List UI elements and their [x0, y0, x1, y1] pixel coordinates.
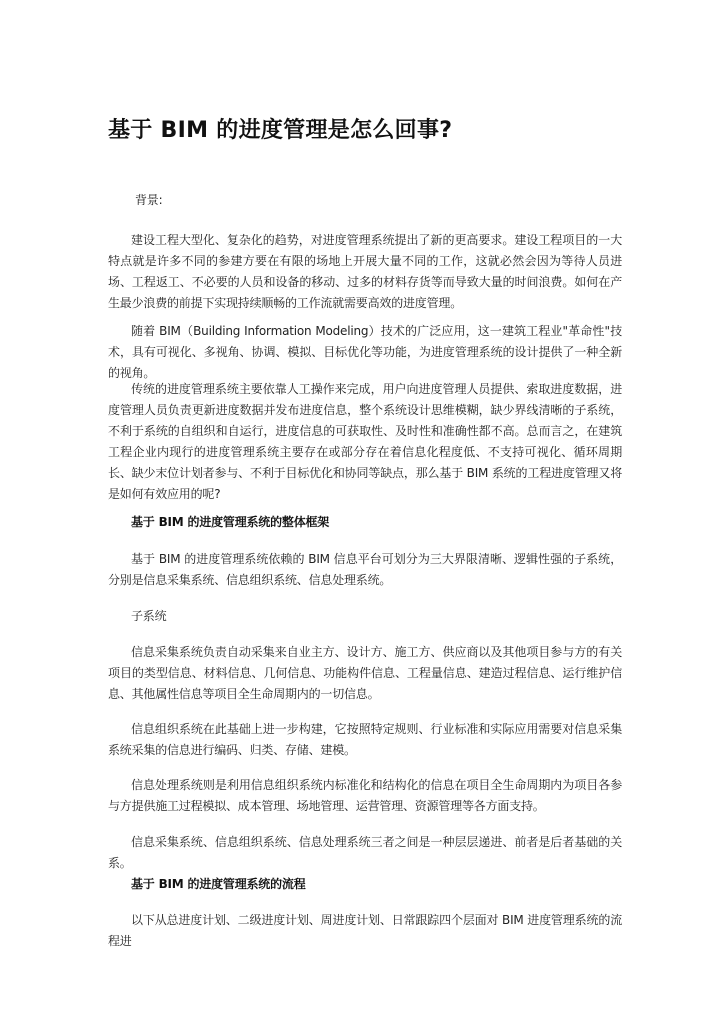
heading-flow: 基于 BIM 的进度管理系统的流程: [131, 877, 306, 891]
paragraph-flow: 以下从总进度计划、二级进度计划、周进度计划、日常跟踪四个层面对 BIM 进度管理系统的流程进: [108, 913, 622, 948]
paragraph-info-collection: 信息采集系统负责自动采集来自业主方、设计方、施工方、供应商以及其他项目参与方的有关项目的类型信息、材料信息、几何信息、功能构件信息、工程量信息、建造过程信息、运行维护信息、其他属性信息等项目全生命周期内的一切信息。: [108, 645, 622, 701]
paragraph-framework: 基于 BIM 的进度管理系统依赖的 BIM 信息平台可划分为三大界限清晰、逻辑性强的子系统，分别是信息采集系统、信息组织系统、信息处理系统。: [108, 552, 622, 587]
heading-framework: 基于 BIM 的进度管理系统的整体框架: [131, 515, 330, 529]
paragraph-info-organization: 信息组织系统在此基础上进一步构建，它按照特定规则、行业标准和实际应用需要对信息采集系统采集的信息进行编码、归类、存储、建模。: [108, 722, 622, 757]
paragraph-traditional: 传统的进度管理系统主要依靠人工操作来完成，用户向进度管理人员提供、索取进度数据，进度管理人员负责更新进度数据并发布进度信息，整个系统设计思维模糊，缺少界线清晰的子系统，不利于系统的自组织和自运行，进度信息的可获取性、及时性和准确性都不高。总而言之，在建筑工程企业内现行的进度管理系统主要存在或部分存在着信息化程度低、不支持可视化、循环周期长、缺少末位计划者参与、不利于目标优化和协同等缺点，那么基于 BIM 系统的工程进度管理又将是如何有效应用的呢?: [108, 382, 622, 501]
paragraph-info-processing: 信息处理系统则是利用信息组织系统内标准化和结构化的信息在项目全生命周期内为项目各参与方提供施工过程模拟、成本管理、场地管理、运营管理、资源管理等各方面支持。: [108, 778, 622, 813]
paragraph-trend: 建设工程大型化、复杂化的趋势，对进度管理系统提出了新的更高要求。建设工程项目的一大特点就是许多不同的参建方要在有限的场地上开展大量不同的工作，这就必然会因为等待人员进场、工程返工、不必要的人员和设备的移动、过多的材料存货等而导致大量的时间浪费。如何在产生最少浪费的前提下实现持续顺畅的工作流就需要高效的进度管理。: [108, 233, 622, 310]
paragraph-relationship: 信息采集系统、信息组织系统、信息处理系统三者之间是一种层层递进、前者是后者基础的关系。: [108, 835, 622, 870]
subsystem-label: 子系统: [131, 609, 167, 623]
background-label: 背景:: [135, 193, 163, 207]
paragraph-bim-intro: 随着 BIM（Building Information Modeling）技术的广泛应用，这一建筑工程业"革命性"技术，具有可视化、多视角、协调、模拟、目标优化等功能，为进度管理系统的设计提供了一种全新的视角。: [108, 324, 622, 380]
article-title: 基于 BIM 的进度管理是怎么回事?: [108, 118, 453, 143]
